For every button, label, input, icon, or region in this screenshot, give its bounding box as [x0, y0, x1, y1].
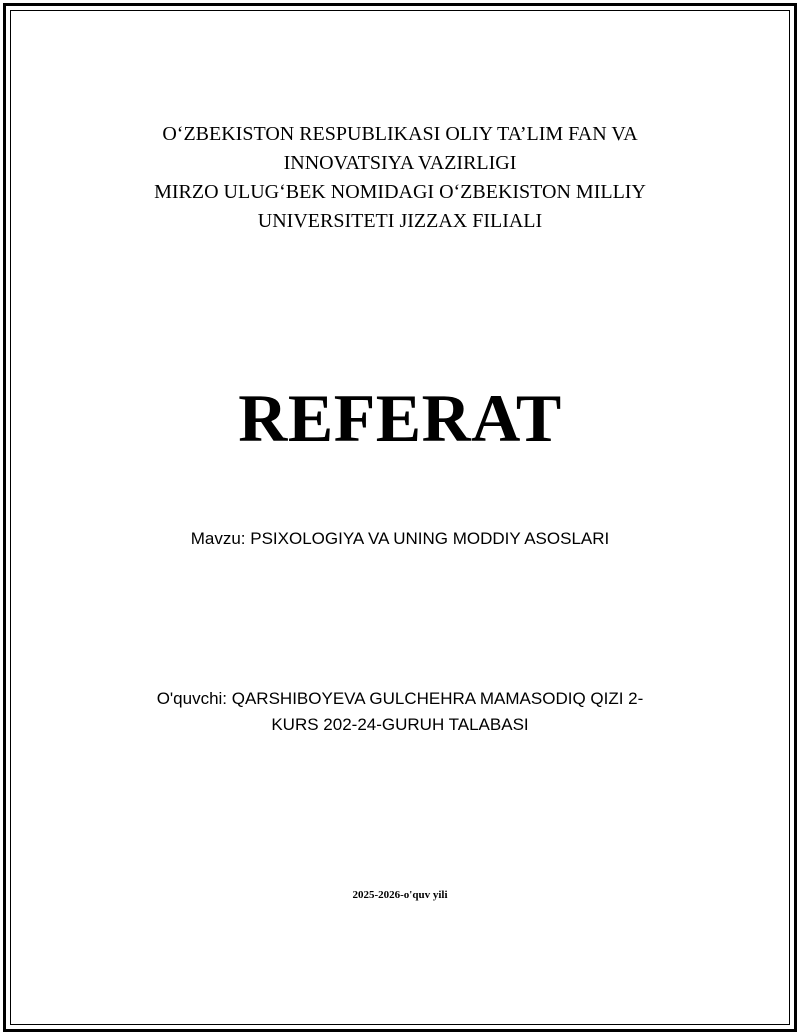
- document-title: REFERAT: [238, 380, 562, 456]
- academic-year: 2025-2026-o'quv yili: [352, 889, 448, 901]
- header-line-2: INNOVATSIYA VAZIRLIGI: [283, 152, 517, 174]
- student-line-2: KURS 202-24-GURUH TALABASI: [271, 715, 529, 734]
- institution-header: [0, 120, 800, 236]
- header-line-3: MIRZO ULUG‘BEK NOMIDAGI O‘ZBEKISTON MILLIY: [154, 181, 646, 203]
- student-info: [0, 686, 800, 738]
- header-line-1: O‘ZBEKISTON RESPUBLIKASI OLIY TA’LIM FAN VA: [162, 123, 638, 145]
- student-line-1: O'quvchi: QARSHIBOYEVA GULCHEHRA MAMASODIQ QIZI 2-: [156, 689, 644, 708]
- topic-line: Mavzu: PSIXOLOGIYA VA UNING MODDIY ASOSLARI: [190, 529, 610, 548]
- header-line-4: UNIVERSITETI JIZZAX FILIALI: [257, 210, 543, 232]
